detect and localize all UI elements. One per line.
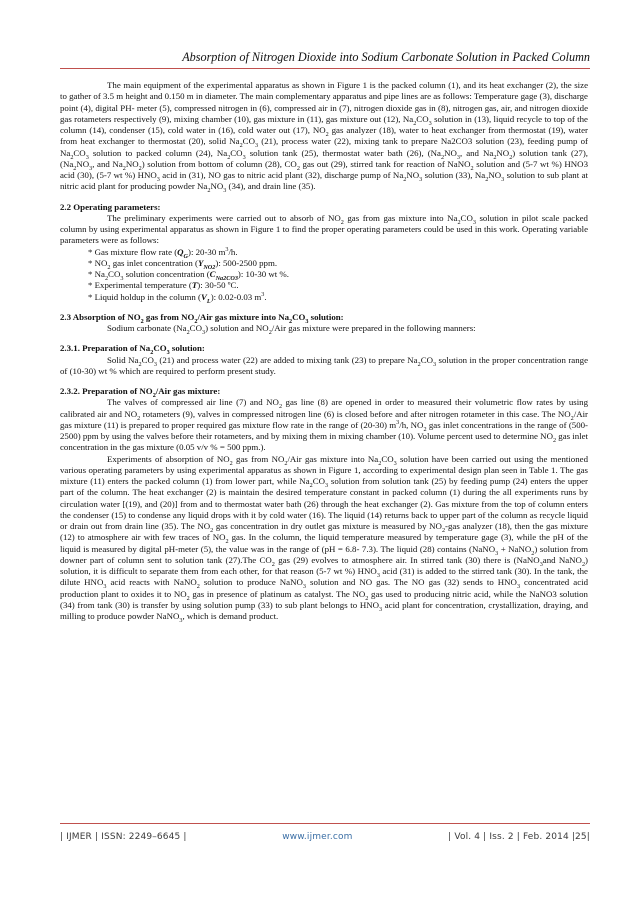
running-header: Absorption of Nitrogen Dioxide into Sodium Carbonate Solution in Packed Column [182,50,590,64]
param-temperature: * Experimental temperature (T): 30-50 ºC. [88,280,239,291]
param-liquid-holdup: * Liquid holdup in the column $(V_L)$: 0.02-0.03 $m^3$. [88,290,267,305]
page-footer [60,831,590,843]
header-rule [60,68,590,69]
equipment-paragraph: The main equipment of the experimental apparatus as shown in Figure 1 is the packed column (1), and its heat exchanger (2), the size to gather of 3.5 m height and 0.150 m in diameter. The main complementary apparatus and pipe lines are as follows: Temperature gage (3), discharge point (4), digital PH- meter (5), compressed nitrogen in (6), compressed air in (7), nitrogen dioxide gas in (8), nitrogen gas, air, and nitrogen dioxide gas rotameters respectively (9), mixing chamber (10), gas mixture in (11), gas mixture out (12), $Na_2CO_3$ solution in (13), liquid recycle to top of the column (14), condenser (15), cold water in (16), cold water out (17), $NO_2$ gas analyzer (18), water to heat exchanger from thermostat (19), water from heat exchanger to thermostat (20), solid $Na_2CO_3$ (21), process water (22), mixing tank to prepare Na2CO3 solution (23), feeding pump of $Na_2CO_3$ solution to packed column (24), $Na_2CO_3$ solution tank (25), thermostat water bath (26), ($Na_2NO_3$, and $Na_2NO_2$) solution tank (27), ($Na_2NO_3$, and $Na_2NO_2$) solution from bottom of column (28), $CO_2$ gas out (29), stirred tank for reaction of NaNO$_2$ solution and (5-7 wt %) HNO3 acid (30), (5-7 wt %) $HNO_3$ acid in (31), NO gas to nitric acid plant (32), discharge pump of $Na_2NO_3$ solution (33), $Na_2NO_3$ solution to sub plant at nitric acid plant for producing powder $Na_2NO_3$ (34), and drain line (35). [60,80,588,195]
section-heading-operating: 2.2 Operating parameters: [60,201,161,212]
footer-issue: | Vol. 4 | Iss. 2 | Feb. 2014 |25| [448,832,590,842]
operating-intro: The preliminary experiments were carried out to absorb of $NO_2$ gas from gas mixture into $Na_2CO_3$ solution in pilot scale packed column by using experimental apparatus as shown in Figure 1 to find the proper operating parameters could be used in this work. Operating variable parameters were as follows: [60,212,588,246]
subsection-heading-gas: 2.3.2. Preparation of $NO_2$/Air gas mixture: [60,386,221,399]
param-gas-flow: * Gas mixture flow rate $(Q_G)$: 20-30 $m^3/h$. [88,245,238,260]
article-body [60,80,588,622]
footer-journal: | IJMER | ISSN: 2249–6645 | [60,832,187,842]
param-no2-concentration: * $NO_2$ gas inlet concentration $(Y_{NO2})$: 500-2500 ppm. [88,257,278,271]
na2co3-paragraph: Solid $Na_2CO_3$ (21) and process water (22) are added to mixing tank (23) to prepare $Na_2CO_3$ solution in the proper concentration range of (10-30) wt % which are required to perform present study. [60,354,588,376]
footer-website-link[interactable]: www.ijmer.com [282,832,353,842]
param-na2co3-concentration: * $Na_2CO_3$ solution concentration $(C_{Na2CO3})$: 10-30 wt %. [88,269,290,282]
footer-rule [60,823,590,824]
subsection-heading-na2co3: 2.3.1. Preparation of $Na_2CO_3$ solution: [60,343,205,357]
experiments-paragraph: Experiments of absorption of $NO_2$ gas from $NO_2$/Air gas mixture into $Na_2CO_3$ solution have been carried out using the mentioned various operating parameters by using experimental apparatus as shown in Figure 1, according to experimental design plan seen in Table 1. The gas mixture (11) enters the packed column (1) from lower part, while $Na_2CO_3$ solution from solution tank (25) by feeding pump (24) enters the upper part of the column. The heat exchanger (2) is maintain the desired temperature constant in packed column (1) during the all experiments runs by circulation water [(19), and (20)] from and to thermostat water bath (26) through the heat exchanger (2). Gas mixture from the top of column enters the condenser (15) to condense any liquid drops with it by cold water (16). The liquid (14) returns back to upper part of the column as recycle liquid or drain out from drain line (35). The $NO_2$ gas concentration in dry outlet gas mixture is measured by $NO_2$-gas analyzer (18), then the gas mixture (12) to atmosphere air with few traces of $NO_2$ gas. In the column, the liquid temperature measured by temperature gage (3), while the pH of the liquid is measured by digital pH-meter (5), the value was in the range of (pH = 6.8- 7.3). The liquid (28) contains (NaNO$_3$ + NaNO$_2$) solution from downer part of column sent to solution tank (27).The $CO_2$ gas (29) evolves to atmosphere air. In stirred tank (30) there is (NaNO$_3$and NaNO$_2$) solution, it is difficult to separate them from each other, for that reason (5-7 wt %) $HNO_3$ acid (31) is added to the stirred tank (30). In the tank, the dilute $HNO_3$ acid reacts with NaNO$_2$ solution to produce NaNO$_3$ solution and NO gas. The NO gas (32) sends to $HNO_3$ concentrated acid production plant to oxides it to $NO_2$ gas in presence of platinum as catalyst. The $NO_2$ gas used to producing nitric acid, while the NaNO3 solution (34) from tank (30) is transfer by using solution pump (33) to sub plant belongs to $HNO_3$ acid plant for concentration, crystallization, draying, and milling to produce powder NaNO$_3$, which is demand product. [60,453,589,624]
absorption-paragraph: Sodium carbonate $(Na_2CO_3)$ solution and $NO_2$/Air gas mixture were prepared in the following manners: [107,323,476,336]
section-heading-absorption: 2.3 Absorption of $NO_2$ gas from $NO_2$/Air gas mixture into $Na_2CO_3$ solution: [60,311,344,325]
gas-prep-paragraph: The valves of compressed air line (7) and $NO_2$ gas line (8) are opened in order to measured their volumetric flow rates by using calibrated air and $NO_2$ rotameters (9), valves in compressed nitrogen line (6) is closed before and after nitrogen rotameter in this case. The $NO_2$/Air gas mixture (11) is prepared to proper required gas mixture flow rate in the range of (20-30) $m^3/h$, $NO_2$ gas inlet concentrations in the range of (500-2500) ppm by using the valves before their rotameters, and by mixing them in mixing chamber (10). Volume percent used to determine $NO_2$ gas inlet concentration in the gas mixture (0.05 v/v % = 500 ppm.). [60,397,589,453]
